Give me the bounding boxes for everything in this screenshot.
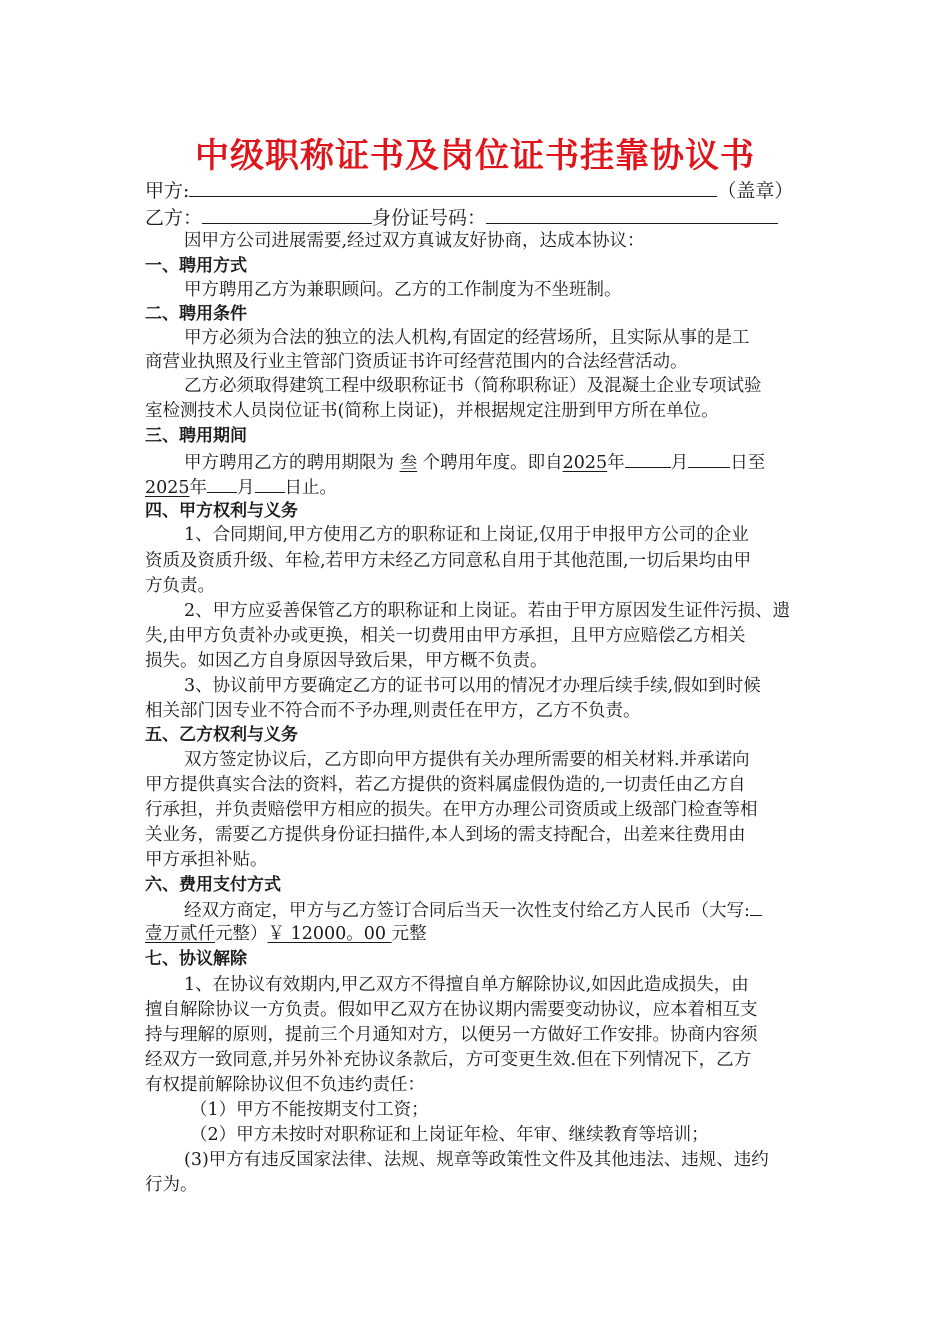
- section-1-text: 甲方聘用乙方为兼职顾问。乙方的工作制度为不坐班制。: [184, 280, 622, 300]
- section-5-heading: 五、乙方权利与义务: [145, 725, 298, 745]
- section-4-heading: 四、甲方权利与义务: [145, 501, 298, 521]
- section-5-line: 甲方承担补贴。: [145, 850, 268, 870]
- term-value: 叁: [399, 453, 418, 473]
- section-2-line: 乙方必须取得建筑工程中级职称证书（简称职称证）及混凝土企业专项试验: [184, 376, 762, 396]
- section-3-line-2: [145, 474, 337, 501]
- section-5-line: 行承担，并负责赔偿甲方相应的损失。在甲方办理公司资质或上级部门检查等相: [145, 800, 758, 820]
- section-7-line: 经双方一致同意,并另外补充协议条款后，方可变更生效.但在下列情况下，乙方: [145, 1050, 752, 1070]
- section-4-line: 损失。如因乙方自身原因导致后果，甲方概不负责。: [145, 651, 548, 671]
- section-4-line: 相关部门因专业不符合而不予办理,则责任在甲方，乙方不负责。: [145, 701, 641, 721]
- section-4-line: 方负责。: [145, 576, 215, 596]
- section-2-line: 商营业执照及行业主管部门资质证书许可经营范围内的合法经营活动。: [145, 352, 688, 372]
- end-day: 日止。: [284, 478, 338, 498]
- section-7-line: 有权提前解除协议但不负违约责任：: [145, 1075, 425, 1095]
- party-b-id-label: 身份证号码：: [372, 207, 487, 229]
- party-a-label: 甲方:: [145, 180, 190, 202]
- payment-text: 经双方商定，甲方与乙方签订合同后当天一次性支付给乙方人民币（大写:: [184, 901, 750, 921]
- amount-in-numbers: ￥ 12000。00: [267, 924, 392, 944]
- section-4-line: 资质及资质升级、年检,若甲方未经乙方同意私自用于其他范围,一切后果均由甲: [145, 551, 752, 571]
- section-3-line-1: [184, 449, 765, 476]
- party-a-blank: [189, 176, 717, 197]
- month-char: 月: [670, 453, 689, 473]
- section-6-heading: 六、费用支付方式: [145, 875, 281, 895]
- party-b-blank: [202, 203, 372, 224]
- section-7-item: (3)甲方有违反国家法律、法规、规章等政策性文件及其他违法、违规、违约: [184, 1150, 769, 1170]
- party-a-seal: （盖章）: [717, 180, 794, 202]
- amount-in-words: 壹万贰仟: [145, 924, 215, 944]
- section-4-line: 2、甲方应妥善保管乙方的职称证和上岗证。若由于甲方原因发生证件污损、遗: [184, 601, 791, 621]
- section-7-item: 行为。: [145, 1175, 198, 1195]
- section-7-line: 持与理解的原则，提前三个月通知对方，以便另一方做好工作安排。协商内容须: [145, 1025, 758, 1045]
- section-3-heading: 三、聘用期间: [145, 426, 247, 446]
- section-4-line: 3、协议前甲方要确定乙方的证书可以用的情况才办理后续手续,假如到时候: [184, 676, 761, 696]
- section-7-heading: 七、协议解除: [145, 949, 247, 969]
- section-2-heading: 二、聘用条件: [145, 304, 247, 324]
- payment-blank: [750, 897, 762, 916]
- section-5-line: 甲方提供真实合法的资料，若乙方提供的资料属虚假伪造的,一切责任由乙方自: [145, 775, 746, 795]
- intro-text: 因甲方公司进展需要,经过双方真诚友好协商，达成本协议：: [184, 231, 645, 251]
- section-2-line: 甲方必须为合法的独立的法人机构,有固定的经营场所，且实际从事的是工: [184, 328, 750, 348]
- year-char: 年: [189, 478, 208, 498]
- section-1-heading: 一、聘用方式: [145, 256, 247, 276]
- section-4-line: 失,由甲方负责补办或更换，相关一切费用由甲方承担，且甲方应赔偿乙方相关: [145, 626, 746, 646]
- end-month-blank: [207, 474, 237, 493]
- section-5-line: 双方签定协议后，乙方即向甲方提供有关办理所需要的相关材料.并承诺向: [184, 750, 750, 770]
- document-title: 中级职称证书及岗位证书挂靠协议书: [195, 136, 755, 176]
- section-4-line: 1、合同期间,甲方使用乙方的职称证和上岗证,仅用于申报甲方公司的企业: [184, 525, 749, 545]
- term-prefix: 甲方聘用乙方的聘用期限为: [184, 453, 394, 473]
- term-suffix: 个聘用年度。即自: [422, 453, 563, 473]
- year-char: 年: [607, 453, 625, 473]
- amount-end-text: 元整: [391, 924, 427, 944]
- end-day-blank: [255, 474, 285, 493]
- section-7-line: 擅自解除协议一方负责。假如甲乙双方在协议期内需要变动协议，应本着相互支: [145, 1000, 758, 1020]
- start-day-blank: [688, 449, 730, 468]
- start-year: 2025: [562, 453, 608, 473]
- party-b-id-blank: [486, 203, 778, 224]
- section-7-item: （1）甲方不能按期支付工资；: [190, 1100, 429, 1120]
- section-7-line: 1、在协议有效期内,甲乙双方不得擅自单方解除协议,如因此造成损失，由: [184, 975, 749, 995]
- section-7-item: （2）甲方未按时对职称证和上岗证年检、年审、继续教育等培训；: [190, 1125, 709, 1145]
- end-year: 2025: [145, 478, 190, 498]
- amount-mid-text: 元整）: [215, 924, 268, 944]
- day-to: 日至: [730, 453, 766, 473]
- party-b-label: 乙方：: [145, 207, 203, 229]
- party-a-line: [145, 176, 793, 204]
- party-b-line: [145, 203, 778, 231]
- start-month-blank: [625, 449, 671, 468]
- section-6-line-1: [184, 897, 762, 924]
- section-2-line: 室检测技术人员岗位证书(简称上岗证)，并根据规定注册到甲方所在单位。: [145, 401, 719, 421]
- section-5-line: 关业务，需要乙方提供身份证扫描件,本人到场的需支持配合，出差来往费用由: [145, 825, 746, 845]
- month-char: 月: [237, 478, 255, 498]
- section-6-line-2: [145, 921, 427, 947]
